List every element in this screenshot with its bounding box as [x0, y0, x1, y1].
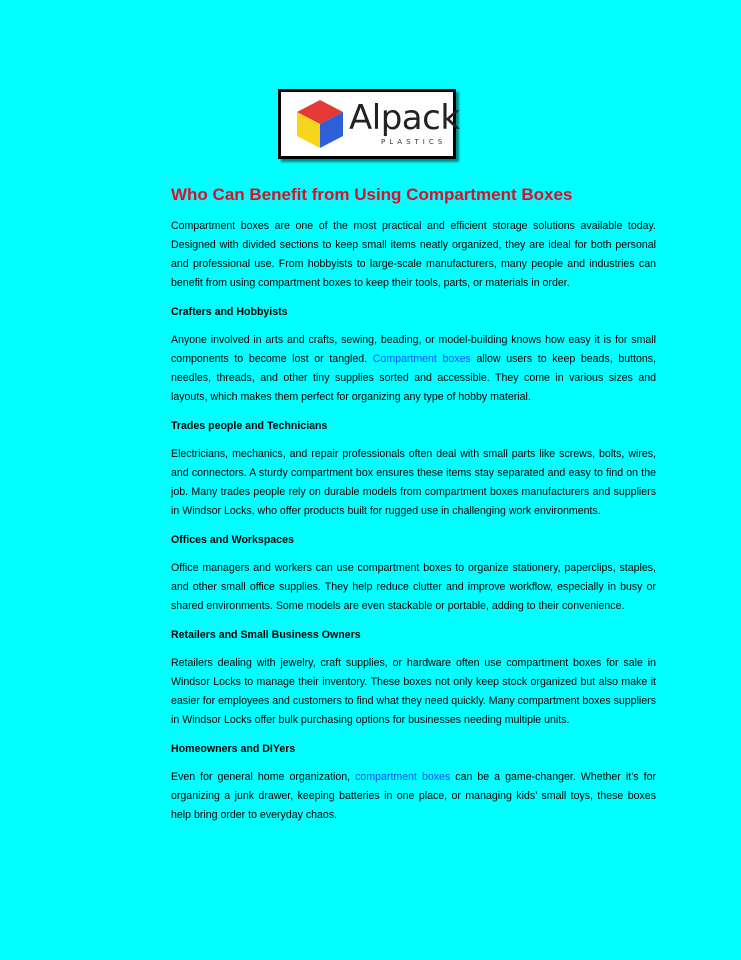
- heading-homeowners-diyers: Homeowners and DIYers: [171, 743, 296, 755]
- paragraph-offices-workspaces: Office managers and workers can use compartment boxes to organize stationery, paperclips, staples, and other small office supplies. They help reduce clutter and improve workflow, especially in busy or shared environments. Some models are even stackable or portable, adding to their convenience.: [171, 562, 656, 612]
- heading-retailers: Retailers and Small Business Owners: [171, 629, 361, 641]
- text-segment: Anyone involved in arts and crafts, sewing, beading, or model-building knows how easy it is for small components to become lost or tangled.: [171, 334, 656, 365]
- compartment-boxes-link[interactable]: compartment boxes: [355, 771, 451, 783]
- paragraph-homeowners-diyers: [171, 768, 656, 825]
- article: [171, 184, 656, 836]
- page-title: Who Can Benefit from Using Compartment Boxes: [171, 185, 573, 204]
- text-segment: can be a game-changer. Whether it’s for organizing a junk drawer, keeping batteries in one place, or managing kids’ small toys, these boxes help bring order to everyday chaos.: [171, 771, 656, 821]
- paragraph-retailers: Retailers dealing with jewelry, craft supplies, or hardware often use compartment boxes for sale in Windsor Locks to manage their inventory. These boxes not only keep stock organized but also make it easier for employees and customers to find what they need quickly. Many compartment boxes suppliers in Windsor Locks offer bulk purchasing options for businesses needing multiple units.: [171, 657, 656, 726]
- heading-offices-workspaces: Offices and Workspaces: [171, 534, 294, 546]
- logo-subtitle: PLASTICS: [381, 138, 447, 146]
- compartment-boxes-link[interactable]: Compartment boxes: [372, 353, 471, 365]
- text-segment: Even for general home organization,: [171, 771, 356, 783]
- heading-crafters-hobbyists: Crafters and Hobbyists: [171, 306, 288, 318]
- intro-paragraph: Compartment boxes are one of the most practical and efficient storage solutions available today. Designed with divided sections to keep small items neatly organized, they are ideal for both personal and professional use. From hobbyists to large-scale manufacturers, many people and industries can benefit from using compartment boxes to keep their tools, parts, or materials in order.: [171, 220, 656, 289]
- text-segment: allow users to keep beads, buttons, needles, threads, and other tiny supplies sorted and accessible. They come in various sizes and layouts, which makes them perfect for organizing any type of hobby material.: [171, 353, 657, 403]
- alpack-logo: [278, 89, 460, 159]
- paragraph-trades-people: Electricians, mechanics, and repair professionals often deal with small parts like screws, bolts, wires, and connectors. A sturdy compartment box ensures these items stay separated and easy to find on the job. Many trades people rely on durable models from compartment boxes manufacturers and suppliers in Windsor Locks, who offer products built for rugged use in challenging work environments.: [171, 448, 656, 517]
- logo-wordmark: Alpack: [349, 98, 460, 138]
- paragraph-crafters-hobbyists: [171, 331, 656, 407]
- cube-logo-icon: [295, 98, 345, 150]
- heading-trades-people: Trades people and Technicians: [171, 420, 328, 432]
